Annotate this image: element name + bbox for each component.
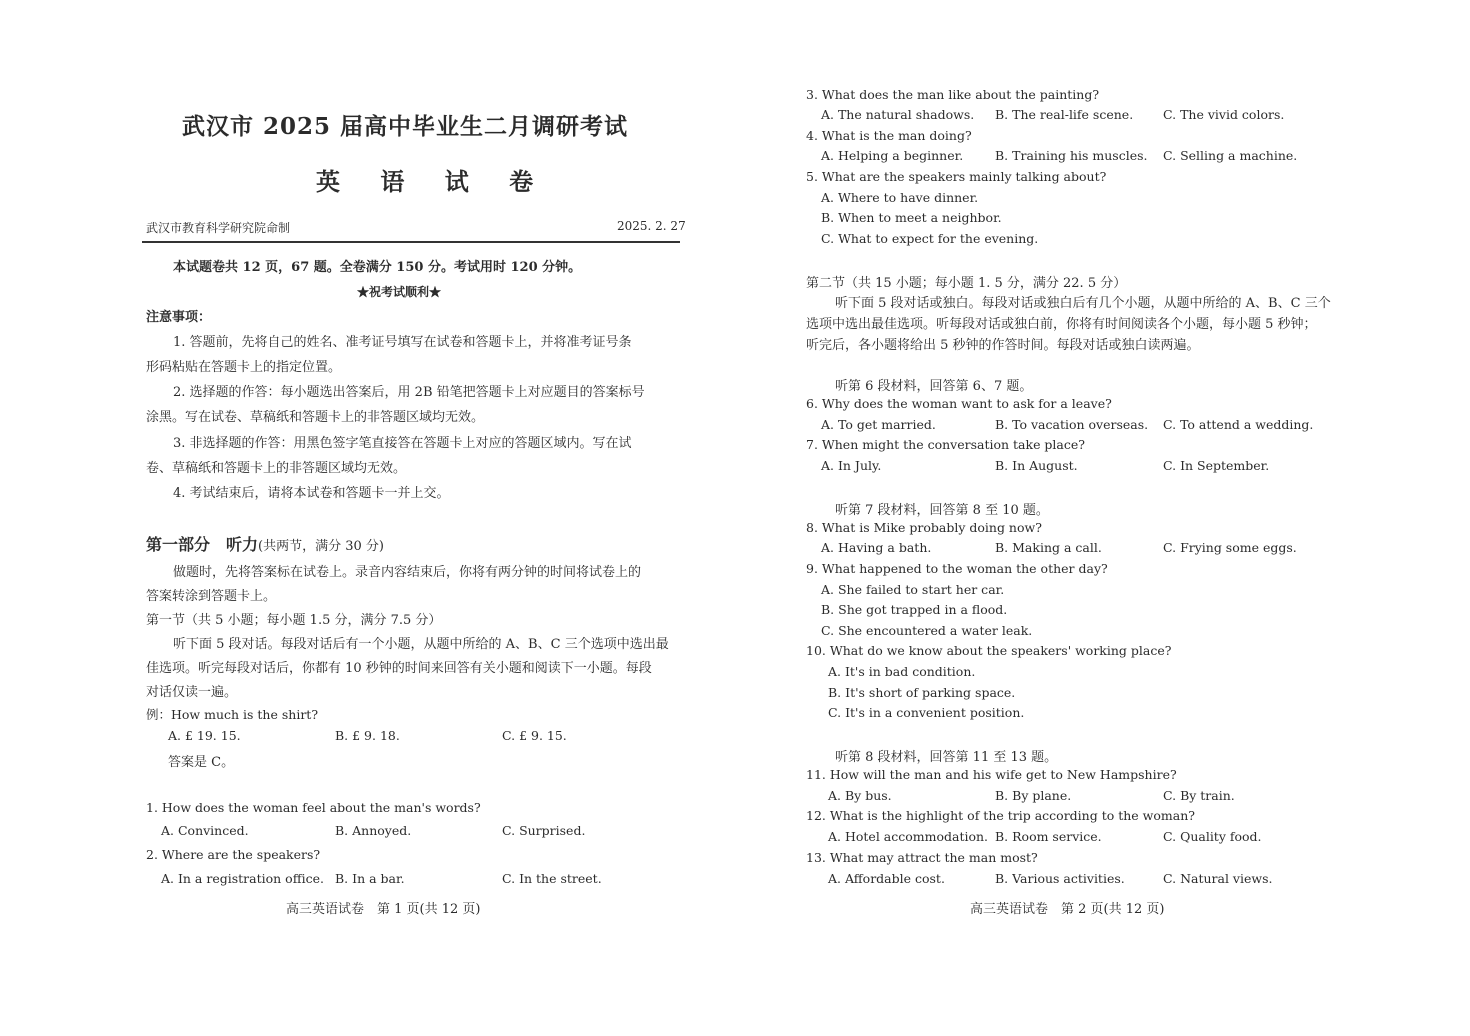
q10-option-b: B. It's short of parking space. [828,685,1016,700]
q2-option-c: C. In the street. [502,871,602,886]
note-line: 卷、草稿纸和答题卡上的非答题区域均无效。 [146,461,407,476]
material-7-heading: 听第 7 段材料，回答第 8 至 10 题。 [835,503,1049,518]
note-line: 1. 答题前，先将自己的姓名、准考证号填写在试卷和答题卡上，并将准考证号条 [173,335,632,350]
question-2: 2. Where are the speakers? [146,847,321,862]
q7-option-c: C. In September. [1163,458,1270,473]
note-line: 涂黑。写在试卷、草稿纸和答题卡上的非答题区域均无效。 [146,410,485,425]
q12-option-b: B. Room service. [995,829,1102,844]
q10-option-a: A. It's in bad condition. [828,664,976,679]
q2-option-a: A. In a registration office. [161,871,324,886]
exam-title: 武汉市 2025 届高中毕业生二月调研考试 [182,113,629,140]
q5-option-c: C. What to expect for the evening. [821,231,1039,246]
section-one-intro: 对话仅读一遍。 [146,685,238,700]
note-line: 4. 考试结束后，请将本试卷和答题卡一并上交。 [173,486,450,501]
question-3: 3. What does the man like about the painting? [806,87,1100,102]
q1-option-b: B. Annoyed. [335,823,412,838]
q8-option-b: B. Making a call. [995,540,1102,555]
section-one-intro: 佳选项。听完每段对话后，你都有 10 秒钟的时间来回答有关小题和阅读下一小题。每段 [146,661,652,676]
q6-option-b: B. To vacation overseas. [995,417,1149,432]
part-one-heading [146,532,384,555]
part-intro: 答案转涂到答题卡上。 [146,589,277,604]
q7-option-b: B. In August. [995,458,1078,473]
question-5: 5. What are the speakers mainly talking about? [806,169,1107,184]
good-luck: ★祝考试顺利★ [357,285,442,299]
question-10: 10. What do we know about the speakers' working place? [806,643,1172,658]
page-footer: 高三英语试卷 第 1 页(共 12 页) [286,902,481,917]
q7-option-a: A. In July. [821,458,882,473]
example-option-c: C. £ 9. 15. [502,728,567,743]
q5-option-a: A. Where to have dinner. [821,190,979,205]
material-6-heading: 听第 6 段材料，回答第 6、7 题。 [835,379,1033,394]
q4-option-a: A. Helping a beginner. [821,148,964,163]
q11-option-b: B. By plane. [995,788,1072,803]
notes-title: 注意事项： [146,310,212,325]
q8-option-a: A. Having a bath. [821,540,932,555]
q9-option-c: C. She encountered a water leak. [821,623,1033,638]
material-8-heading: 听第 8 段材料，回答第 11 至 13 题。 [835,750,1058,765]
exam-page-2 [735,0,1470,1036]
note-line: 形码粘贴在答题卡上的指定位置。 [146,360,342,375]
q10-option-c: C. It's in a convenient position. [828,705,1025,720]
q1-option-c: C. Surprised. [502,823,586,838]
note-line: 3. 非选择题的作答：用黑色签字笔直接答在答题卡上对应的答题区域内。写在试 [173,436,632,451]
example-option-b: B. £ 9. 18. [335,728,400,743]
section-two-title: 第二节（共 15 小题；每小题 1. 5 分，满分 22. 5 分） [806,276,1127,291]
section-two-intro: 选项中选出最佳选项。听每段对话或独白前，你将有时间阅读各个小题，每小题 5 秒钟； [806,317,1317,332]
section-two-intro: 听下面 5 段对话或独白。每段对话或独白后有几个小题，从题中所给的 A、B、C 三个 [835,296,1331,311]
issuer: 武汉市教育科学研究院命制 [146,221,291,235]
question-8: 8. What is Mike probably doing now? [806,520,1042,535]
q9-option-b: B. She got trapped in a flood. [821,602,1008,617]
part-note: (共两节，满分 30 分) [258,539,384,554]
exam-date: 2025. 2. 27 [617,219,686,233]
part-title: 第一部分 听力 [146,535,259,554]
part-intro: 做题时，先将答案标在试卷上。录音内容结束后，你将有两分钟的时间将试卷上的 [173,565,642,580]
question-9: 9. What happened to the woman the other day? [806,561,1108,576]
note-line: 2. 选择题的作答：每小题选出答案后，用 2B 铅笔把答题卡上对应题目的答案标号 [173,385,645,400]
example-answer: 答案是 C。 [168,755,235,770]
q12-option-c: C. Quality food. [1163,829,1262,844]
question-1: 1. How does the woman feel about the man's words? [146,800,481,815]
q1-option-a: A. Convinced. [161,823,249,838]
q9-option-a: A. She failed to start her car. [821,582,1005,597]
q11-option-c: C. By train. [1163,788,1235,803]
q6-option-c: C. To attend a wedding. [1163,417,1314,432]
exam-subtitle: 英 语 试 卷 [316,167,550,196]
question-11: 11. How will the man and his wife get to New Hampshire? [806,767,1177,782]
exam-summary: 本试题卷共 12 页，67 题。全卷满分 150 分。考试用时 120 分钟。 [173,260,582,275]
question-12: 12. What is the highlight of the trip according to the woman? [806,808,1195,823]
header-divider [142,241,680,243]
q12-option-a: A. Hotel accommodation. [828,829,989,844]
section-one-intro: 听下面 5 段对话。每段对话后有一个小题，从题中所给的 A、B、C 三个选项中选出最 [173,637,669,652]
q13-option-c: C. Natural views. [1163,871,1273,886]
q2-option-b: B. In a bar. [335,871,405,886]
example-option-a: A. £ 19. 15. [168,728,241,743]
page-footer: 高三英语试卷 第 2 页(共 12 页) [970,902,1165,917]
q5-option-b: B. When to meet a neighbor. [821,210,1002,225]
q4-option-b: B. Training his muscles. [995,148,1148,163]
q3-option-b: B. The real-life scene. [995,107,1134,122]
q13-option-b: B. Various activities. [995,871,1125,886]
question-4: 4. What is the man doing? [806,128,972,143]
q4-option-c: C. Selling a machine. [1163,148,1298,163]
q11-option-a: A. By bus. [828,788,892,803]
question-13: 13. What may attract the man most? [806,850,1038,865]
q13-option-a: A. Affordable cost. [828,871,945,886]
question-6: 6. Why does the woman want to ask for a leave? [806,396,1112,411]
q8-option-c: C. Frying some eggs. [1163,540,1297,555]
question-7: 7. When might the conversation take place? [806,437,1085,452]
q3-option-a: A. The natural shadows. [821,107,975,122]
example-question: 例：How much is the shirt? [146,707,319,722]
q6-option-a: A. To get married. [821,417,936,432]
section-one-title: 第一节（共 5 小题；每小题 1.5 分，满分 7.5 分） [146,613,442,628]
section-two-intro: 听完后，各小题将给出 5 秒钟的作答时间。每段对话或独白读两遍。 [806,338,1200,353]
q3-option-c: C. The vivid colors. [1163,107,1285,122]
